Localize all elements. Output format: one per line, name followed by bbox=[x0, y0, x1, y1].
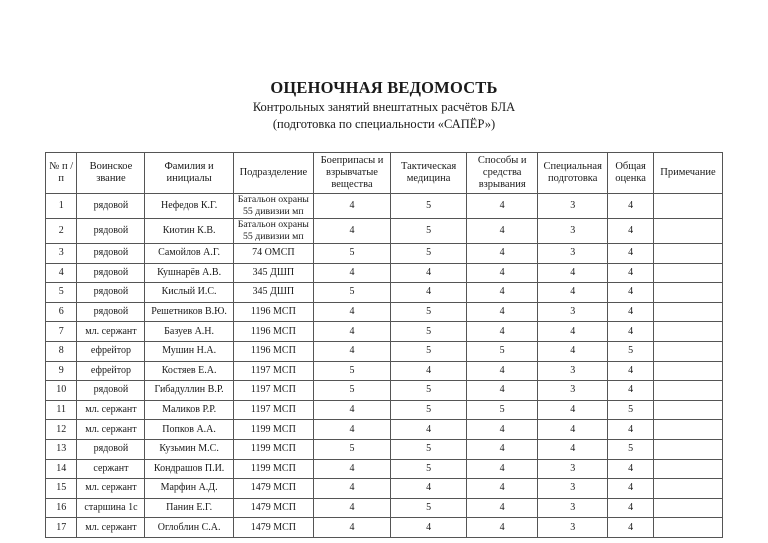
cell-explosives-grade: 5 bbox=[313, 439, 390, 459]
cell-num: 8 bbox=[46, 341, 77, 361]
cell-note bbox=[653, 459, 722, 479]
document-title: ОЦЕНОЧНАЯ ВЕДОМОСТЬ bbox=[270, 78, 498, 97]
cell-tactical-medicine-grade: 5 bbox=[391, 381, 467, 401]
cell-num: 4 bbox=[46, 263, 77, 283]
cell-special-training-grade: 3 bbox=[538, 302, 608, 322]
cell-unit: 1197 МСП bbox=[233, 381, 313, 401]
cell-num: 9 bbox=[46, 361, 77, 381]
cell-unit: 1197 МСП bbox=[233, 400, 313, 420]
cell-total-grade: 4 bbox=[608, 194, 654, 219]
table-row bbox=[46, 194, 723, 219]
cell-note bbox=[653, 322, 722, 342]
table-row bbox=[46, 400, 723, 420]
cell-explosives-grade: 4 bbox=[313, 479, 390, 499]
cell-note bbox=[653, 400, 722, 420]
cell-tactical-medicine-grade: 4 bbox=[391, 283, 467, 303]
table-row bbox=[46, 420, 723, 440]
cell-total-grade: 4 bbox=[608, 302, 654, 322]
cell-total-grade: 4 bbox=[608, 479, 654, 499]
cell-num: 17 bbox=[46, 518, 77, 538]
cell-tactical-medicine-grade: 4 bbox=[391, 263, 467, 283]
cell-name: Кушнарёв А.В. bbox=[145, 263, 233, 283]
cell-note bbox=[653, 263, 722, 283]
cell-rank: рядовой bbox=[77, 381, 145, 401]
header-rank: Воинское звание bbox=[77, 153, 145, 194]
cell-explosives-grade: 4 bbox=[313, 518, 390, 538]
cell-special-training-grade: 4 bbox=[538, 341, 608, 361]
cell-name: Самойлов А.Г. bbox=[145, 244, 233, 264]
cell-special-training-grade: 4 bbox=[538, 263, 608, 283]
cell-explosives-grade: 4 bbox=[313, 498, 390, 518]
cell-tactical-medicine-grade: 5 bbox=[391, 439, 467, 459]
cell-name: Костяев Е.А. bbox=[145, 361, 233, 381]
cell-unit: 1479 МСП bbox=[233, 518, 313, 538]
cell-num: 15 bbox=[46, 479, 77, 499]
table-row bbox=[46, 518, 723, 538]
cell-detonation-methods-grade: 4 bbox=[467, 498, 538, 518]
cell-special-training-grade: 4 bbox=[538, 322, 608, 342]
cell-num: 16 bbox=[46, 498, 77, 518]
cell-rank: мл. сержант bbox=[77, 479, 145, 499]
cell-total-grade: 4 bbox=[608, 498, 654, 518]
cell-note bbox=[653, 420, 722, 440]
cell-tactical-medicine-grade: 4 bbox=[391, 420, 467, 440]
cell-note bbox=[653, 244, 722, 264]
cell-unit: 74 ОМСП bbox=[233, 244, 313, 264]
cell-unit: 1196 МСП bbox=[233, 302, 313, 322]
cell-special-training-grade: 4 bbox=[538, 439, 608, 459]
cell-rank: рядовой bbox=[77, 302, 145, 322]
cell-detonation-methods-grade: 5 bbox=[467, 400, 538, 420]
table-row bbox=[46, 381, 723, 401]
cell-tactical-medicine-grade: 5 bbox=[391, 219, 467, 244]
cell-rank: рядовой bbox=[77, 283, 145, 303]
cell-tactical-medicine-grade: 5 bbox=[391, 322, 467, 342]
table-row bbox=[46, 479, 723, 499]
cell-rank: мл. сержант bbox=[77, 322, 145, 342]
cell-detonation-methods-grade: 4 bbox=[467, 518, 538, 538]
cell-rank: ефрейтор bbox=[77, 361, 145, 381]
cell-explosives-grade: 5 bbox=[313, 361, 390, 381]
cell-total-grade: 4 bbox=[608, 322, 654, 342]
cell-detonation-methods-grade: 4 bbox=[467, 263, 538, 283]
cell-tactical-medicine-grade: 5 bbox=[391, 341, 467, 361]
cell-detonation-methods-grade: 4 bbox=[467, 459, 538, 479]
header-note: Примечание bbox=[653, 153, 722, 194]
cell-total-grade: 5 bbox=[608, 400, 654, 420]
cell-explosives-grade: 4 bbox=[313, 322, 390, 342]
cell-rank: ефрейтор bbox=[77, 341, 145, 361]
cell-rank: рядовой bbox=[77, 219, 145, 244]
table-row bbox=[46, 302, 723, 322]
cell-rank: старшина 1с bbox=[77, 498, 145, 518]
cell-total-grade: 4 bbox=[608, 518, 654, 538]
cell-detonation-methods-grade: 4 bbox=[467, 381, 538, 401]
cell-detonation-methods-grade: 4 bbox=[467, 420, 538, 440]
cell-total-grade: 4 bbox=[608, 381, 654, 401]
cell-num: 1 bbox=[46, 194, 77, 219]
document-subtitle-line2: (подготовка по специальности «САПЁР») bbox=[272, 117, 496, 131]
cell-total-grade: 4 bbox=[608, 361, 654, 381]
cell-num: 14 bbox=[46, 459, 77, 479]
cell-detonation-methods-grade: 4 bbox=[467, 479, 538, 499]
header-unit: Подразделение bbox=[233, 153, 313, 194]
cell-num: 5 bbox=[46, 283, 77, 303]
cell-name: Марфин А.Д. bbox=[145, 479, 233, 499]
cell-rank: мл. сержант bbox=[77, 420, 145, 440]
cell-total-grade: 4 bbox=[608, 244, 654, 264]
cell-rank: сержант bbox=[77, 459, 145, 479]
cell-total-grade: 5 bbox=[608, 341, 654, 361]
cell-num: 11 bbox=[46, 400, 77, 420]
table-header-row bbox=[46, 153, 723, 194]
cell-unit: 1199 МСП bbox=[233, 459, 313, 479]
cell-explosives-grade: 4 bbox=[313, 400, 390, 420]
cell-detonation-methods-grade: 4 bbox=[467, 219, 538, 244]
cell-name: Киотин К.В. bbox=[145, 219, 233, 244]
cell-rank: мл. сержант bbox=[77, 518, 145, 538]
cell-total-grade: 4 bbox=[608, 219, 654, 244]
table-row bbox=[46, 283, 723, 303]
cell-tactical-medicine-grade: 5 bbox=[391, 194, 467, 219]
cell-num: 12 bbox=[46, 420, 77, 440]
cell-num: 7 bbox=[46, 322, 77, 342]
cell-unit-line2: 55 дивизии мп bbox=[243, 231, 304, 242]
cell-special-training-grade: 3 bbox=[538, 518, 608, 538]
cell-rank: рядовой bbox=[77, 263, 145, 283]
cell-detonation-methods-grade: 4 bbox=[467, 283, 538, 303]
table-row bbox=[46, 439, 723, 459]
cell-name: Мушин Н.А. bbox=[145, 341, 233, 361]
cell-detonation-methods-grade: 4 bbox=[467, 194, 538, 219]
cell-unit: 1196 МСП bbox=[233, 322, 313, 342]
cell-explosives-grade: 5 bbox=[313, 283, 390, 303]
cell-note bbox=[653, 439, 722, 459]
cell-unit: 345 ДШП bbox=[233, 263, 313, 283]
cell-note bbox=[653, 194, 722, 219]
cell-name: Попков А.А. bbox=[145, 420, 233, 440]
cell-tactical-medicine-grade: 5 bbox=[391, 498, 467, 518]
header-name: Фамилия и инициалы bbox=[145, 153, 233, 194]
cell-note bbox=[653, 498, 722, 518]
table-row bbox=[46, 244, 723, 264]
cell-total-grade: 4 bbox=[608, 420, 654, 440]
cell-note bbox=[653, 361, 722, 381]
cell-unit-line2: 55 дивизии мп bbox=[243, 206, 304, 217]
cell-name: Нефедов К.Г. bbox=[145, 194, 233, 219]
cell-special-training-grade: 3 bbox=[538, 244, 608, 264]
cell-explosives-grade: 4 bbox=[313, 420, 390, 440]
cell-tactical-medicine-grade: 4 bbox=[391, 361, 467, 381]
grades-table bbox=[45, 152, 723, 538]
cell-special-training-grade: 3 bbox=[538, 194, 608, 219]
cell-rank: рядовой bbox=[77, 439, 145, 459]
cell-tactical-medicine-grade: 5 bbox=[391, 302, 467, 322]
table-row bbox=[46, 219, 723, 244]
cell-unit: 1479 МСП bbox=[233, 498, 313, 518]
cell-explosives-grade: 4 bbox=[313, 341, 390, 361]
cell-unit-line1: Батальон охраны bbox=[237, 219, 309, 230]
cell-num: 3 bbox=[46, 244, 77, 264]
cell-note bbox=[653, 518, 722, 538]
cell-explosives-grade: 4 bbox=[313, 459, 390, 479]
cell-total-grade: 4 bbox=[608, 263, 654, 283]
cell-unit bbox=[233, 219, 313, 244]
document-header bbox=[0, 78, 768, 132]
cell-unit: 1199 МСП bbox=[233, 420, 313, 440]
cell-tactical-medicine-grade: 4 bbox=[391, 518, 467, 538]
cell-explosives-grade: 4 bbox=[313, 302, 390, 322]
cell-detonation-methods-grade: 4 bbox=[467, 439, 538, 459]
cell-special-training-grade: 3 bbox=[538, 361, 608, 381]
header-explosives: Боеприпасы и взрывчатые вещества bbox=[313, 153, 390, 194]
cell-name: Гибадуллин В.Р. bbox=[145, 381, 233, 401]
cell-unit: 1199 МСП bbox=[233, 439, 313, 459]
cell-note bbox=[653, 219, 722, 244]
cell-num: 13 bbox=[46, 439, 77, 459]
cell-note bbox=[653, 283, 722, 303]
header-detonation-methods: Способы и средства взрывания bbox=[467, 153, 538, 194]
cell-rank: мл. сержант bbox=[77, 400, 145, 420]
cell-unit: 1197 МСП bbox=[233, 361, 313, 381]
cell-name: Оглоблин С.А. bbox=[145, 518, 233, 538]
cell-total-grade: 4 bbox=[608, 459, 654, 479]
cell-unit: 345 ДШП bbox=[233, 283, 313, 303]
cell-special-training-grade: 4 bbox=[538, 400, 608, 420]
cell-tactical-medicine-grade: 5 bbox=[391, 244, 467, 264]
cell-detonation-methods-grade: 4 bbox=[467, 302, 538, 322]
cell-explosives-grade: 5 bbox=[313, 244, 390, 264]
table-row bbox=[46, 361, 723, 381]
cell-explosives-grade: 4 bbox=[313, 194, 390, 219]
cell-unit bbox=[233, 194, 313, 219]
table-row bbox=[46, 263, 723, 283]
cell-detonation-methods-grade: 4 bbox=[467, 361, 538, 381]
cell-tactical-medicine-grade: 5 bbox=[391, 400, 467, 420]
cell-special-training-grade: 3 bbox=[538, 381, 608, 401]
cell-note bbox=[653, 302, 722, 322]
cell-name: Базуев А.Н. bbox=[145, 322, 233, 342]
cell-name: Кузьмин М.С. bbox=[145, 439, 233, 459]
cell-name: Панин Е.Г. bbox=[145, 498, 233, 518]
cell-total-grade: 5 bbox=[608, 439, 654, 459]
cell-unit-line1: Батальон охраны bbox=[237, 194, 309, 205]
cell-special-training-grade: 3 bbox=[538, 219, 608, 244]
cell-tactical-medicine-grade: 5 bbox=[391, 459, 467, 479]
table-row bbox=[46, 322, 723, 342]
cell-name: Маликов Р.Р. bbox=[145, 400, 233, 420]
cell-total-grade: 4 bbox=[608, 283, 654, 303]
cell-detonation-methods-grade: 5 bbox=[467, 341, 538, 361]
cell-special-training-grade: 4 bbox=[538, 283, 608, 303]
document-subtitle-line1: Контрольных занятий внештатных расчётов БЛА bbox=[252, 100, 516, 114]
cell-unit: 1196 МСП bbox=[233, 341, 313, 361]
table-row bbox=[46, 341, 723, 361]
cell-explosives-grade: 4 bbox=[313, 219, 390, 244]
table-body bbox=[46, 194, 723, 538]
cell-name: Решетников В.Ю. bbox=[145, 302, 233, 322]
cell-special-training-grade: 3 bbox=[538, 498, 608, 518]
table-row bbox=[46, 459, 723, 479]
header-total-grade: Общая оценка bbox=[608, 153, 654, 194]
cell-special-training-grade: 3 bbox=[538, 459, 608, 479]
cell-num: 10 bbox=[46, 381, 77, 401]
cell-detonation-methods-grade: 4 bbox=[467, 244, 538, 264]
header-num: № п /п bbox=[46, 153, 77, 194]
cell-special-training-grade: 3 bbox=[538, 479, 608, 499]
cell-num: 2 bbox=[46, 219, 77, 244]
cell-unit: 1479 МСП bbox=[233, 479, 313, 499]
cell-special-training-grade: 4 bbox=[538, 420, 608, 440]
cell-detonation-methods-grade: 4 bbox=[467, 322, 538, 342]
cell-note bbox=[653, 341, 722, 361]
header-special-training: Специальная подготовка bbox=[538, 153, 608, 194]
cell-num: 6 bbox=[46, 302, 77, 322]
header-tactical-medicine: Тактическая медицина bbox=[391, 153, 467, 194]
cell-tactical-medicine-grade: 4 bbox=[391, 479, 467, 499]
cell-explosives-grade: 4 bbox=[313, 263, 390, 283]
cell-name: Кондрашов П.И. bbox=[145, 459, 233, 479]
cell-explosives-grade: 5 bbox=[313, 381, 390, 401]
cell-name: Кислый И.С. bbox=[145, 283, 233, 303]
table-row bbox=[46, 498, 723, 518]
cell-rank: рядовой bbox=[77, 194, 145, 219]
cell-note bbox=[653, 381, 722, 401]
cell-note bbox=[653, 479, 722, 499]
cell-rank: рядовой bbox=[77, 244, 145, 264]
